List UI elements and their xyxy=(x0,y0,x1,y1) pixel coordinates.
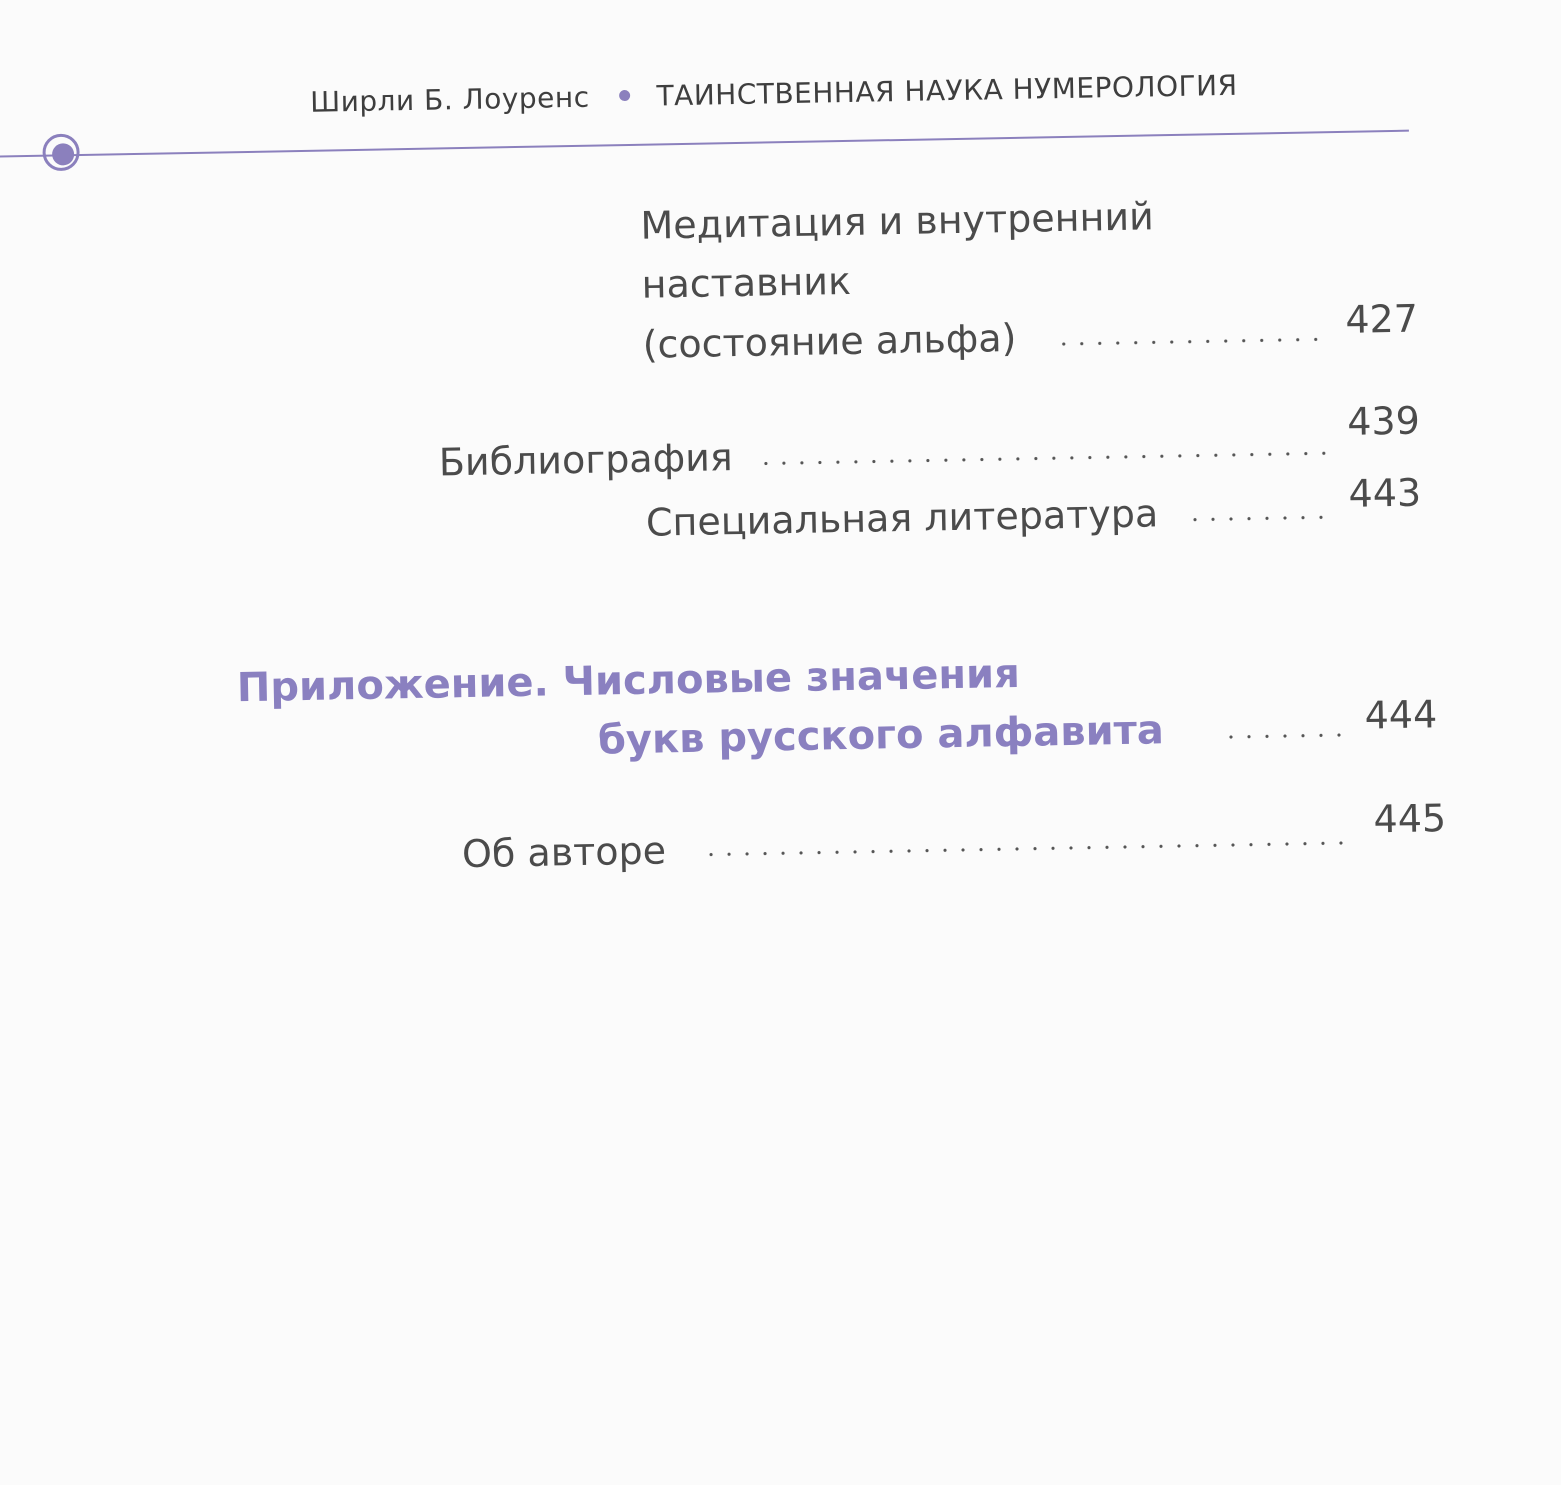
toc-entry-special-literature: Специальная литература xyxy=(645,491,1159,545)
toc-page-appendix: 444 xyxy=(1364,692,1438,738)
toc-page-special-literature: 443 xyxy=(1348,470,1422,516)
dot-leader xyxy=(757,451,1327,465)
header-book-title: ТАИНСТВЕННАЯ НАУКА НУМЕРОЛОГИЯ xyxy=(656,68,1238,113)
circle-ornament-icon xyxy=(41,132,82,173)
header-rule xyxy=(0,130,1409,158)
toc-entry-meditation-line2: наставник xyxy=(641,258,852,307)
toc-page-bibliography: 439 xyxy=(1346,398,1421,444)
toc-entry-meditation-line3: (состояние альфа) xyxy=(642,315,1017,367)
dot-leader xyxy=(1222,733,1342,739)
toc-entry-appendix-line2: букв русского алфавита xyxy=(597,707,1165,764)
toc-entry-about-author: Об авторе xyxy=(461,828,667,877)
toc-entry-meditation-line1: Медитация и внутренний xyxy=(640,194,1155,248)
toc-page-about-author: 445 xyxy=(1373,796,1447,842)
dot-leader xyxy=(1186,515,1328,522)
dot-leader xyxy=(702,841,1350,857)
toc-page-meditation: 427 xyxy=(1344,296,1419,342)
header-author: Ширли Б. Лоуренс xyxy=(309,80,590,119)
running-header xyxy=(310,69,1238,119)
toc-entry-appendix-line1: Приложение. Числовые значения xyxy=(236,650,1021,712)
toc-entry-bibliography: Библиография xyxy=(438,435,734,485)
header-separator-dot-icon xyxy=(619,89,630,100)
dot-leader xyxy=(1055,337,1325,346)
